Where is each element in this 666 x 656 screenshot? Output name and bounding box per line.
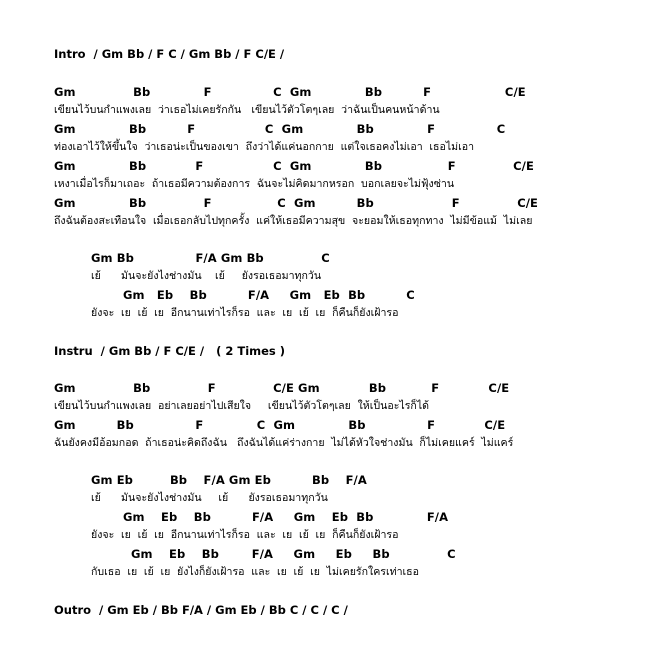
instru-line: Instru / Gm Bb / F C/E / ( 2 Times ) <box>54 344 286 358</box>
verse1-lyrics-2: ท่องเอาไว้ให้ขึ้นใจ ว่าเธอน่ะเป็นของเขา ถึงว่าได้แค่นอกกาย แต่ใจเธอคงไม่เอา เธอไม่เอา <box>54 141 475 153</box>
verse2-chords-1: Gm Bb F C/E Gm Bb F C/E <box>54 381 510 395</box>
verse2-chords-2: Gm Bb F C Gm Bb F C/E <box>54 418 506 432</box>
verse1-lyrics-1: เขียนไว้บนกำแพงเลย ว่าเธอไม่เคยรักกัน เขียนไว้ตัวโตๆเลย ว่าฉันเป็นคนหน้าด้าน <box>54 104 440 116</box>
chorus2-lyrics-2: ยังจะ เย เย้ เย อีกนานเท่าไรก็รอ และ เย เย้ เย ก็คืนก็ยังเฝ้ารอ <box>91 529 399 541</box>
chorus2-lyrics-3: กับเธอ เย เย้ เย ยังไงก็ยังเฝ้ารอ และ เย เย้ เย ไม่เคยรักใครเท่าเธอ <box>91 566 419 578</box>
chorus1-lyrics-1: เย้ มันจะยังไงช่างมัน เย้ ยังรอเธอมาทุกวัน <box>91 270 322 282</box>
verse2-lyrics-1: เขียนไว้บนกำแพงเลย อย่าเลยอย่าไปเสียใจ เขียนไว้ตัวโตๆเลย ให้เป็นอะไรก็ได้ <box>54 400 430 412</box>
verse2-lyrics-2: ฉันยังคงมีอ้อมกอด ถ้าเธอน่ะคิดถึงฉัน ถึงฉันได้แค่ร่างกาย ไม่ได้หัวใจช่างมัน ก็ไม่เคยแคร์ ไม่แคร์ <box>54 437 514 449</box>
chorus2-lyrics-1: เย้ มันจะยังไงช่างมัน เย้ ยังรอเธอมาทุกวัน <box>91 492 328 504</box>
verse1-lyrics-3: เหงาเมื่อไรก็มาเถอะ ถ้าเธอมีความต้องการ ฉันจะไม่คิดมากหรอก บอกเลยจะไม่ฟุ้งซ่าน <box>54 178 455 190</box>
verse1-lyrics-4: ถึงฉันต้องสะเทือนใจ เมื่อเธอกลับไปทุกครั้ง แค่ให้เธอมีความสุข จะยอมให้เธอทุกทาง ไม่มีข้อแม้ ไม่เลย <box>54 215 533 227</box>
chorus1-lyrics-2: ยังจะ เย เย้ เย อีกนานเท่าไรก็รอ และ เย เย้ เย ก็คืนก็ยังเฝ้ารอ <box>91 307 399 319</box>
verse1-chords-1: Gm Bb F C Gm Bb F C/E <box>54 85 526 99</box>
chorus1-chords-2: Gm Eb Bb F/A Gm Eb Bb C <box>123 288 415 302</box>
intro-line: Intro / Gm Bb / F C / Gm Bb / F C/E / <box>54 47 285 61</box>
chorus1-chords-1: Gm Bb F/A Gm Bb C <box>91 251 330 265</box>
chorus2-chords-1: Gm Eb Bb F/A Gm Eb Bb F/A <box>91 473 367 487</box>
outro-line: Outro / Gm Eb / Bb F/A / Gm Eb / Bb C / C / C / <box>54 603 348 617</box>
chorus2-chords-2: Gm Eb Bb F/A Gm Eb Bb F/A <box>123 510 449 524</box>
chorus2-chords-3: Gm Eb Bb F/A Gm Eb Bb C <box>131 547 456 561</box>
verse1-chords-2: Gm Bb F C Gm Bb F C <box>54 122 506 136</box>
verse1-chords-3: Gm Bb F C Gm Bb F C/E <box>54 159 534 173</box>
verse1-chords-4: Gm Bb F C Gm Bb F C/E <box>54 196 539 210</box>
